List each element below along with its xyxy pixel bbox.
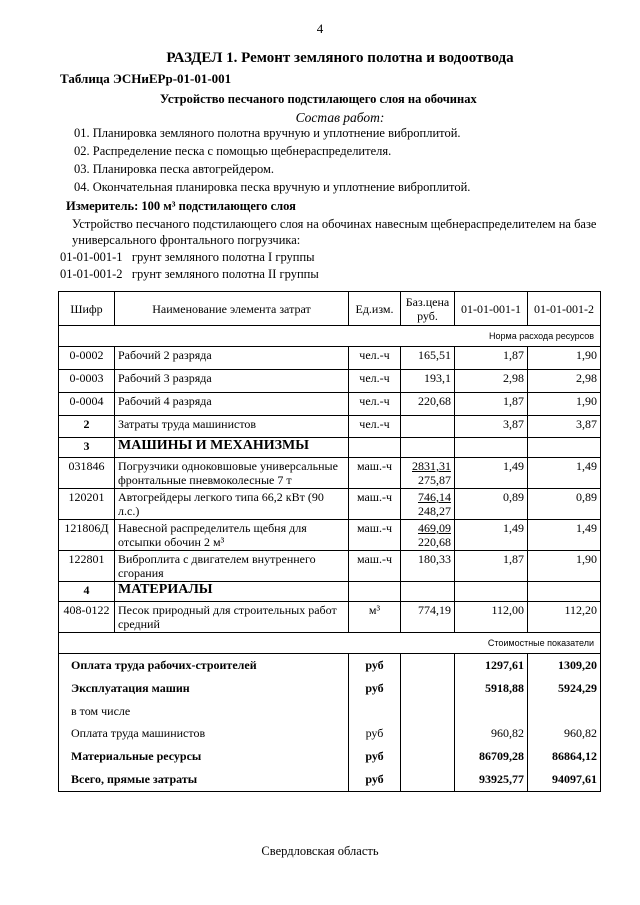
table-row [59, 520, 601, 551]
row-value-2: 2,98 [528, 370, 601, 393]
summary-unit: руб [349, 677, 401, 700]
empty-cell [455, 438, 528, 458]
summary-name: Оплата труда машинистов [59, 722, 349, 745]
summary-unit: руб [349, 745, 401, 768]
empty-cell [401, 654, 455, 677]
section-code: 3 [59, 438, 115, 458]
measure-unit: Измеритель: 100 м³ подстилающего слоя [66, 199, 296, 213]
row-value-2: 0,89 [528, 489, 601, 520]
row-code: 0-0003 [59, 370, 115, 393]
row-value-2: 3,87 [528, 416, 601, 438]
code-text: грунт земляного полотна II группы [131, 267, 319, 281]
row-price [401, 416, 455, 438]
table-row [59, 458, 601, 489]
row-price: 165,51 [401, 347, 455, 370]
row-value-2: 1,90 [528, 551, 601, 582]
summary-unit: руб [349, 654, 401, 677]
row-name: Навесной распределитель щебня для отсыпки обочин 2 м³ [115, 520, 349, 551]
summary-value-2: 86864,12 [528, 745, 601, 768]
table-row [59, 416, 601, 438]
empty-cell [401, 722, 455, 745]
row-price [401, 458, 455, 489]
price-total: 469,09 [418, 521, 451, 535]
row-name: Рабочий 2 разряда [115, 347, 349, 370]
code-line [60, 250, 315, 265]
row-value-1: 1,87 [455, 551, 528, 582]
row-price [401, 489, 455, 520]
row-code: 122801 [59, 551, 115, 582]
header-col2: 01-01-001-2 [528, 292, 601, 326]
header-name: Наименование элемента затрат [115, 292, 349, 326]
summary-unit [349, 700, 401, 722]
row-value-2: 1,49 [528, 520, 601, 551]
summary-value-1: 1297,61 [455, 654, 528, 677]
row-name: Автогрейдеры легкого типа 66,2 кВт (90 л.с.) [115, 489, 349, 520]
table-row [59, 370, 601, 393]
row-price: 220,68 [401, 393, 455, 416]
row-value-2: 1,49 [528, 458, 601, 489]
row-name: Рабочий 4 разряда [115, 393, 349, 416]
row-value-2: 1,90 [528, 393, 601, 416]
row-unit: чел.-ч [349, 416, 401, 438]
section-row [59, 438, 601, 458]
row-unit: чел.-ч [349, 393, 401, 416]
table-row [59, 551, 601, 582]
summary-name: Оплата труда рабочих-строителей [59, 654, 349, 677]
empty-cell [349, 438, 401, 458]
summary-row [59, 700, 601, 722]
summary-name: Материальные ресурсы [59, 745, 349, 768]
row-unit: маш.-ч [349, 489, 401, 520]
row-name: Виброплита с двигателем внутреннего сгорания [115, 551, 349, 582]
row-value-1: 1,49 [455, 458, 528, 489]
row-code: 2 [59, 416, 115, 438]
row-unit: чел.-ч [349, 370, 401, 393]
empty-cell [401, 677, 455, 700]
summary-name: в том числе [59, 700, 349, 722]
row-price: 774,19 [401, 602, 455, 633]
table-row [59, 602, 601, 633]
row-name: Рабочий 3 разряда [115, 370, 349, 393]
summary-value-2: 5924,29 [528, 677, 601, 700]
price-wage: 220,68 [418, 535, 451, 549]
empty-cell [401, 768, 455, 792]
row-unit: маш.-ч [349, 551, 401, 582]
empty-cell [401, 700, 455, 722]
summary-name: Эксплуатация машин [59, 677, 349, 700]
operation-item: 01. Планировка земляного полотна вручную и уплотнение виброплитой. [74, 126, 461, 140]
code-id: 01-01-001-1 [60, 250, 123, 264]
table-row [59, 489, 601, 520]
section-code: 4 [59, 582, 115, 602]
row-unit: чел.-ч [349, 347, 401, 370]
empty-cell [528, 582, 601, 602]
price-wage: 275,87 [418, 473, 451, 487]
table-id: Таблица ЭСНиЕРр-01-01-001 [60, 71, 232, 86]
norm-note: Норма расхода ресурсов [59, 326, 601, 347]
row-code: 121806Д [59, 520, 115, 551]
row-name: Затраты труда машинистов [115, 416, 349, 438]
row-unit: м³ [349, 602, 401, 633]
header-code: Шифр [59, 292, 115, 326]
summary-row [59, 654, 601, 677]
row-price [401, 520, 455, 551]
row-price: 193,1 [401, 370, 455, 393]
section-name: МАТЕРИАЛЫ [115, 582, 349, 602]
summary-value-2 [528, 700, 601, 722]
footer-region: Свердловская область [261, 844, 379, 858]
row-value-1: 0,89 [455, 489, 528, 520]
row-name: Песок природный для строительных работ средний [115, 602, 349, 633]
summary-value-1: 5918,88 [455, 677, 528, 700]
table-row [59, 347, 601, 370]
row-value-1: 1,87 [455, 347, 528, 370]
header-unit: Ед.изм. [349, 292, 401, 326]
operation-item: 02. Распределение песка с помощью щебнераспределителя. [74, 144, 392, 158]
empty-cell [401, 745, 455, 768]
table-row [59, 393, 601, 416]
cost-note-row [59, 633, 601, 654]
summary-name: Всего, прямые затраты [59, 768, 349, 792]
price-wage: 248,27 [418, 504, 451, 518]
row-value-2: 1,90 [528, 347, 601, 370]
code-id: 01-01-001-2 [60, 267, 123, 281]
table-header-row [59, 292, 601, 326]
row-unit: маш.-ч [349, 520, 401, 551]
row-value-1: 1,49 [455, 520, 528, 551]
empty-cell [401, 438, 455, 458]
row-unit: маш.-ч [349, 458, 401, 489]
summary-value-1 [455, 700, 528, 722]
operation-item: 04. Окончательная планировка песка вручную и уплотнение виброплитой. [74, 180, 471, 194]
row-price: 180,33 [401, 551, 455, 582]
summary-row [59, 745, 601, 768]
price-total: 746,14 [418, 490, 451, 504]
summary-value-1: 93925,77 [455, 768, 528, 792]
row-value-2: 112,20 [528, 602, 601, 633]
empty-cell [349, 582, 401, 602]
summary-row [59, 722, 601, 745]
composition-heading: Состав работ: [295, 110, 385, 125]
price-total: 2831,31 [412, 459, 451, 473]
section-row [59, 582, 601, 602]
empty-cell [401, 582, 455, 602]
summary-value-2: 94097,61 [528, 768, 601, 792]
page-number: 4 [316, 21, 324, 36]
row-value-1: 2,98 [455, 370, 528, 393]
code-text: грунт земляного полотна I группы [131, 250, 315, 264]
row-code: 408-0122 [59, 602, 115, 633]
norm-note-row [59, 326, 601, 347]
summary-unit: руб [349, 768, 401, 792]
section-name: МАШИНЫ И МЕХАНИЗМЫ [115, 438, 349, 458]
header-price: Баз.цена руб. [401, 292, 455, 326]
summary-value-1: 960,82 [455, 722, 528, 745]
row-value-1: 112,00 [455, 602, 528, 633]
row-name: Погрузчики одноковшовые универсальные фронтальные пневмоколесные 7 т [115, 458, 349, 489]
summary-unit: руб [349, 722, 401, 745]
cost-note: Стоимостные показатели [59, 633, 601, 654]
summary-value-2: 1309,20 [528, 654, 601, 677]
empty-cell [528, 438, 601, 458]
table-subtitle: Устройство песчаного подстилающего слоя на обочинах [160, 92, 477, 106]
summary-value-2: 960,82 [528, 722, 601, 745]
code-line [60, 267, 319, 282]
section-title: РАЗДЕЛ 1. Ремонт земляного полотна и водоотвода [166, 50, 514, 66]
description: Устройство песчаного подстилающего слоя на обочинах навесным щебнераспределителем на базе универсального фронтального погрузчика: [72, 217, 597, 247]
header-col1: 01-01-001-1 [455, 292, 528, 326]
resource-table [58, 291, 601, 792]
summary-value-1: 86709,28 [455, 745, 528, 768]
row-code: 120201 [59, 489, 115, 520]
row-value-1: 3,87 [455, 416, 528, 438]
summary-row [59, 677, 601, 700]
operation-item: 03. Планировка песка автогрейдером. [74, 162, 275, 176]
row-code: 031846 [59, 458, 115, 489]
row-value-1: 1,87 [455, 393, 528, 416]
empty-cell [455, 582, 528, 602]
row-code: 0-0004 [59, 393, 115, 416]
row-code: 0-0002 [59, 347, 115, 370]
summary-row [59, 768, 601, 792]
